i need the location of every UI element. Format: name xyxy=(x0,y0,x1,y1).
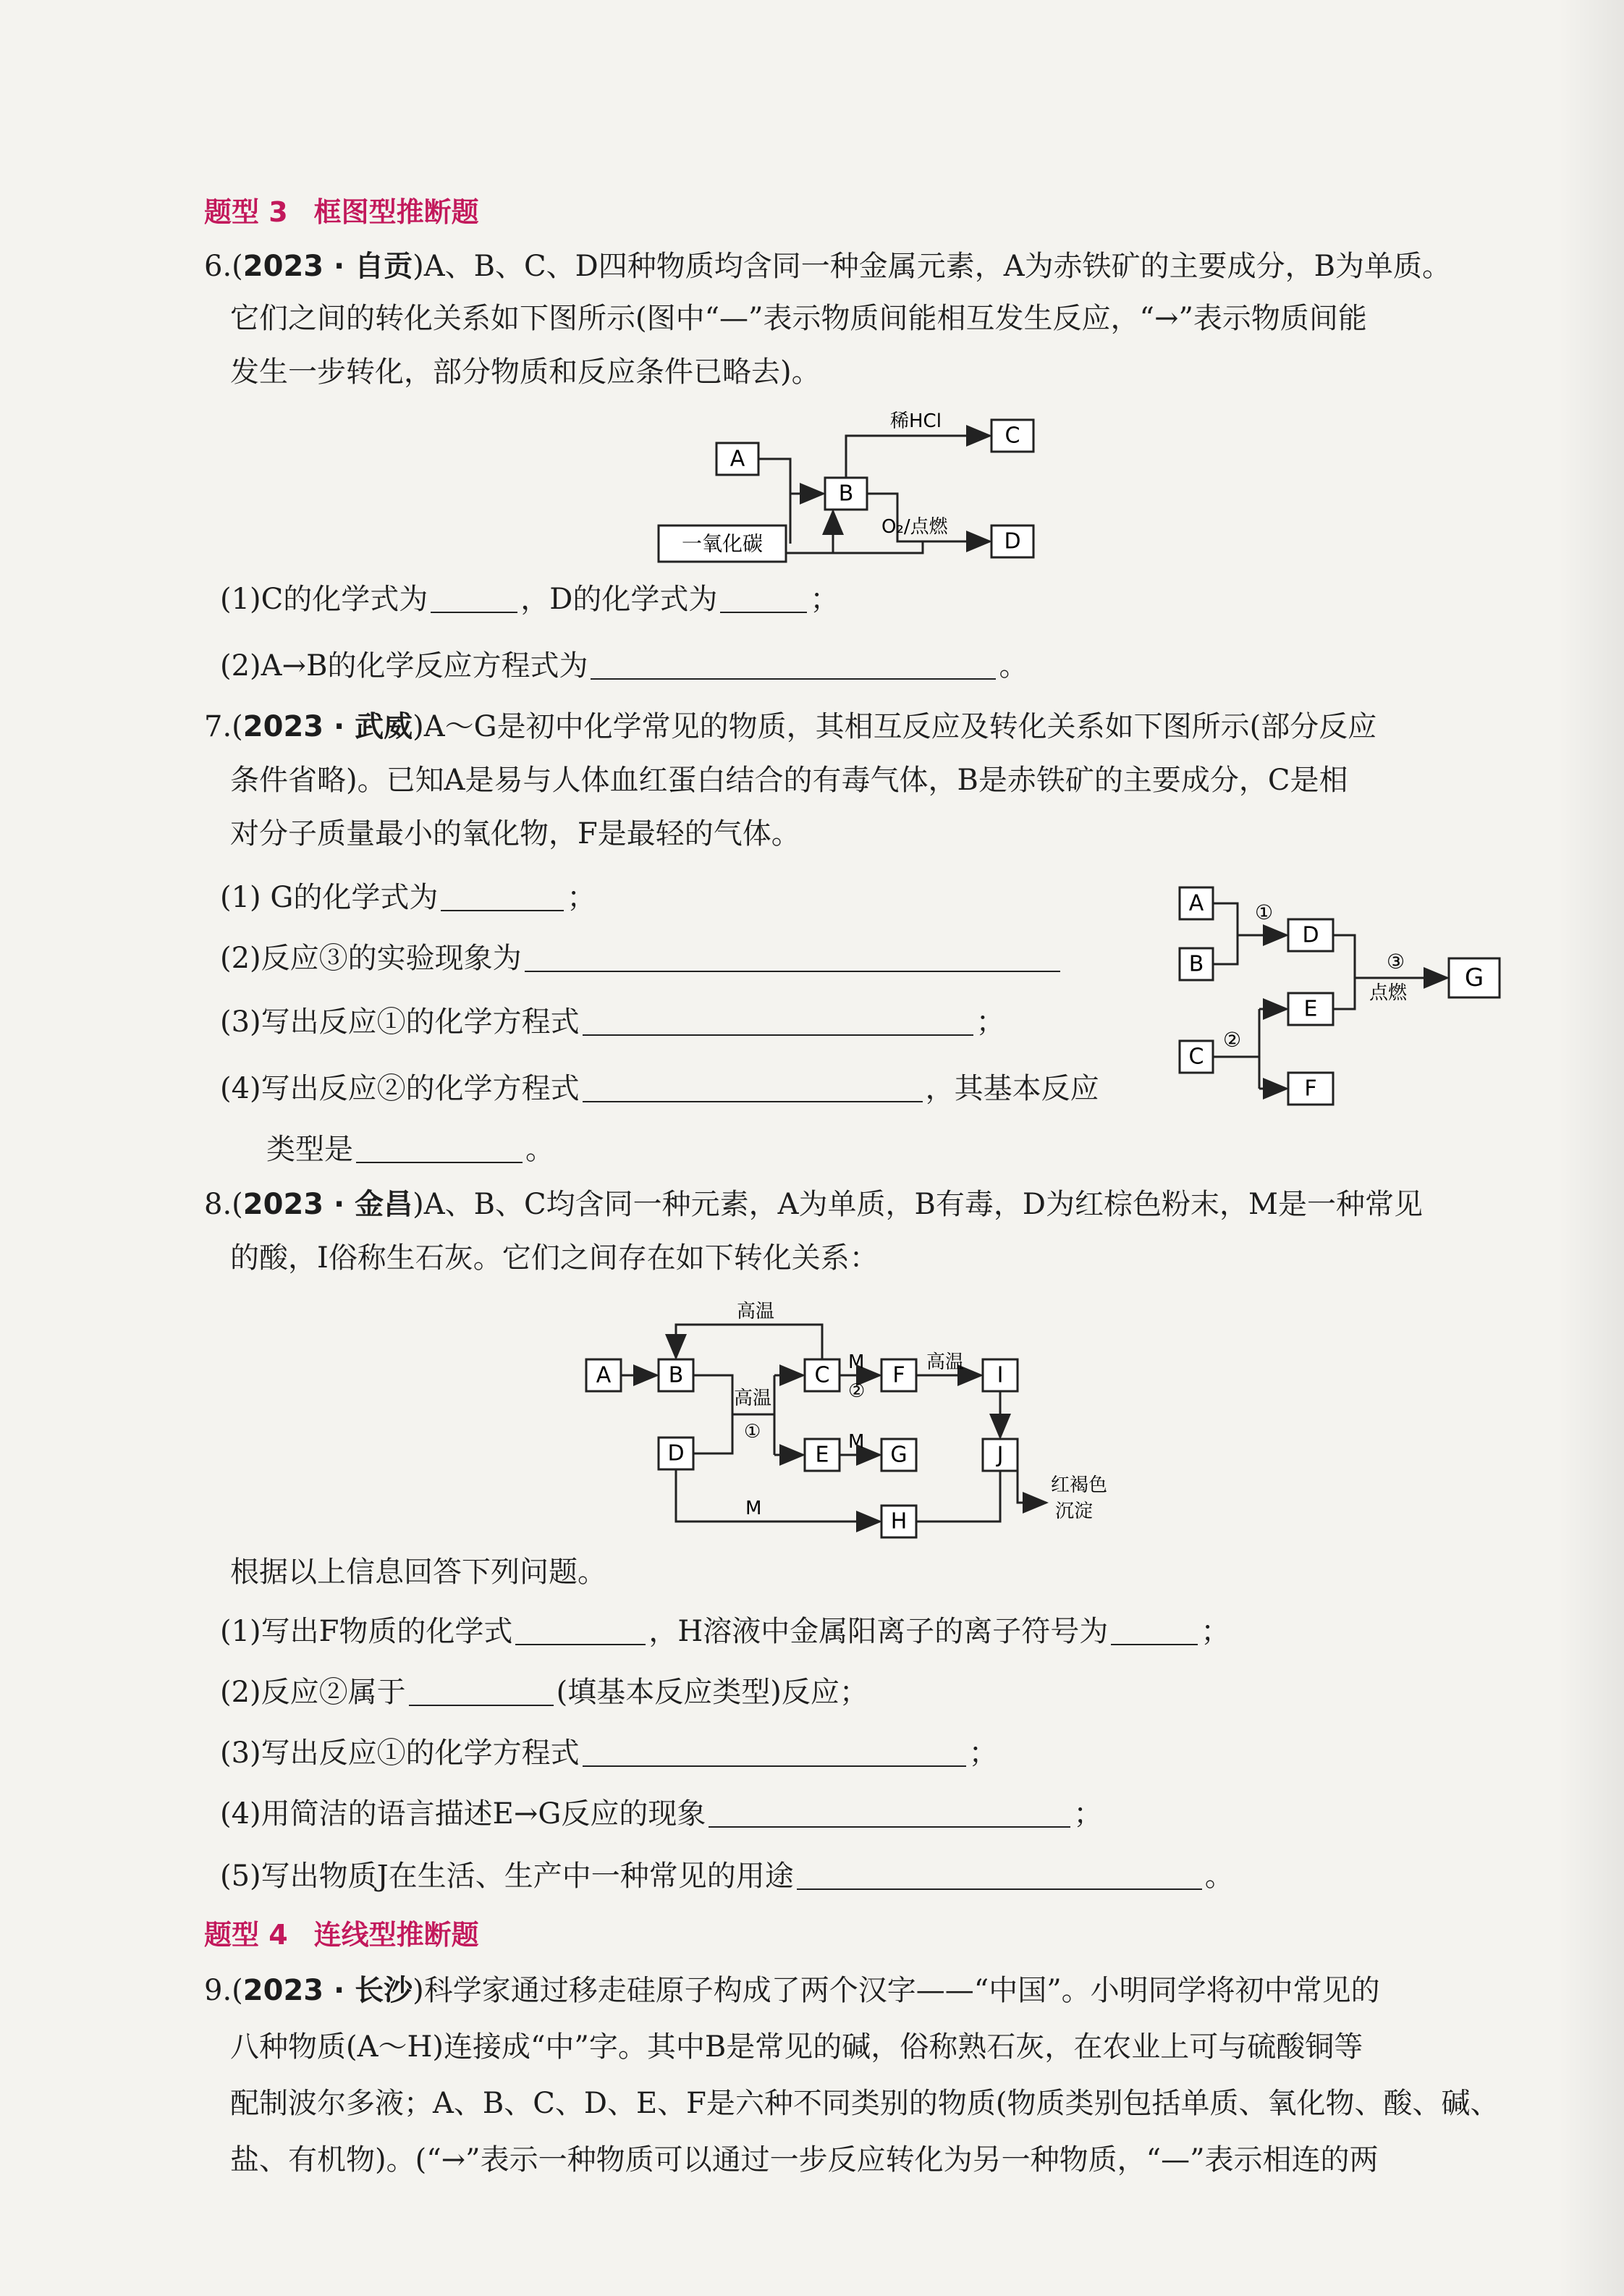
q8-red-brown-2: 沉淀 xyxy=(1055,1501,1094,1522)
section-3-header xyxy=(204,190,479,229)
q8-part-3-b: ； xyxy=(968,1736,998,1770)
q8-part-1 xyxy=(220,1611,1230,1652)
q6-source: 2023 · 自贡 xyxy=(242,250,413,283)
q9-number: 9.( xyxy=(204,1974,243,2007)
q6-part-1-b: ，D的化学式为 xyxy=(520,583,718,616)
q7-cond-ignite: 点燃 xyxy=(1369,982,1408,1004)
q8-link-b-d xyxy=(693,1375,732,1453)
q8-label-d: D xyxy=(667,1440,685,1466)
q8-label-e: E xyxy=(815,1442,829,1468)
q7-label-g: G xyxy=(1464,963,1484,992)
q7-source: 2023 · 武威 xyxy=(242,710,413,743)
q6-label-b: B xyxy=(838,481,854,507)
q7-part-2-a: (2)反应③的实验现象为 xyxy=(220,942,522,975)
q7-reaction-1: ① xyxy=(1255,900,1274,924)
q6-line-2: 它们之间的转化关系如下图所示(图中“—”表示物质间能相互发生反应，“→”表示物质间能 xyxy=(230,302,1367,335)
q8-label-c: C xyxy=(814,1362,830,1388)
q8-reaction-1: ① xyxy=(744,1421,761,1443)
q6-part-1-a: (1)C的化学式为 xyxy=(220,583,428,616)
q7-part-3-a: (3)写出反应①的化学方程式 xyxy=(220,1005,580,1039)
section-4-title: 连线型推断题 xyxy=(313,1919,479,1951)
q8-part-2-a: (2)反应②属于 xyxy=(220,1676,406,1709)
q7-part-4-d: 。 xyxy=(525,1133,554,1166)
q8-source: 2023 · 金昌 xyxy=(242,1188,413,1221)
q8-blank-phenomenon[interactable] xyxy=(709,1797,1070,1828)
q7-part-4-c: 类型是 xyxy=(266,1133,353,1166)
q8-arrow-c-b-top xyxy=(676,1325,822,1359)
q8-label-h: H xyxy=(890,1508,908,1535)
q8-blank-equation[interactable] xyxy=(583,1736,966,1767)
q7-part-4-a: (4)写出反应②的化学方程式 xyxy=(220,1072,580,1105)
q6-number: 6.( xyxy=(204,250,243,283)
q8-part-2 xyxy=(220,1672,868,1713)
q7-part-3-b: ； xyxy=(976,1005,1005,1039)
q6-label-a: A xyxy=(729,446,745,472)
q6-label-d: D xyxy=(1004,528,1021,554)
q9-source: 2023 · 长沙 xyxy=(242,1974,413,2007)
q7-part-1-b: ； xyxy=(567,881,596,914)
q7-part-1-a: (1) G的化学式为 xyxy=(220,881,439,914)
q8-arrow-d-h xyxy=(676,1469,880,1521)
q8-part-3 xyxy=(220,1733,998,1773)
q6-line-1 xyxy=(204,246,1451,287)
q6-part-1-c: ； xyxy=(810,583,840,616)
q6-text-1: )A、B、C、D四种物质均含同一种金属元素，A为赤铁矿的主要成分，B为单质。 xyxy=(413,250,1451,283)
q6-arrow-b-c xyxy=(846,436,990,478)
page-edge-shadow xyxy=(1559,0,1624,2296)
q7-label-b: B xyxy=(1188,951,1204,977)
q7-part-4-b: ，其基本反应 xyxy=(925,1072,1099,1105)
q8-cond-m-3: M xyxy=(745,1498,762,1519)
q6-blank-c-formula[interactable] xyxy=(431,583,517,613)
q7-label-c: C xyxy=(1188,1044,1204,1070)
q7-line-3: 对分子质量最小的氧化物，F是最轻的气体。 xyxy=(230,817,800,851)
section-3-label: 题型 3 xyxy=(204,196,288,228)
q7-part-2 xyxy=(220,938,1063,979)
q7-line-2: 条件省略)。已知A是易与人体血红蛋白结合的有毒气体，B是赤铁矿的主要成分，C是相 xyxy=(230,764,1348,797)
q8-diagram xyxy=(572,1296,1165,1549)
q6-cond-o2: O₂/点燃 xyxy=(881,516,948,538)
q7-reaction-3: ③ xyxy=(1387,950,1405,974)
q7-part-4-cont xyxy=(266,1129,554,1170)
q8-part-2-b: (填基本反应类型)反应； xyxy=(556,1676,868,1709)
q9-line-2: 八种物质(A～H)连接成“中”字。其中B是常见的碱，俗称熟石灰，在农业上可与硫酸铜等 xyxy=(230,2030,1363,2064)
q8-part-1-a: (1)写出F物质的化学式 xyxy=(220,1615,513,1648)
q8-part-4 xyxy=(220,1794,1102,1834)
q6-part-1 xyxy=(220,579,839,620)
q8-cond-high-temp-2: 高温 xyxy=(734,1388,772,1409)
q7-label-a: A xyxy=(1188,890,1204,916)
q7-part-4 xyxy=(220,1068,1099,1109)
section-4-header xyxy=(204,1912,479,1952)
q6-cond-hcl: 稀HCl xyxy=(890,410,942,432)
q8-label-f: F xyxy=(892,1362,905,1388)
q7-line-1 xyxy=(204,706,1376,747)
q8-part-1-b: ，H溶液中金属阳离子的离子符号为 xyxy=(648,1615,1109,1648)
q6-label-co: 一氧化碳 xyxy=(681,531,764,556)
q6-line-3: 发生一步转化，部分物质和反应条件已略去)。 xyxy=(230,355,821,389)
q8-blank-ion[interactable] xyxy=(1111,1615,1198,1645)
q8-label-a: A xyxy=(596,1362,612,1388)
q8-line-1 xyxy=(204,1184,1423,1225)
q6-part-2-a: (2)A→B的化学反应方程式为 xyxy=(220,649,588,683)
q9-line-3: 配制波尔多液；A、B、C、D、E、F是六种不同类别的物质(物质类别包括单质、氧化物、酸、碱、 xyxy=(230,2087,1500,2120)
q6-link-co-d xyxy=(786,541,923,553)
q6-part-2-b: 。 xyxy=(999,649,1028,683)
q8-line-2: 的酸，I俗称生石灰。它们之间存在如下转化关系： xyxy=(230,1241,879,1275)
q8-blank-f-formula[interactable] xyxy=(515,1615,646,1645)
q8-label-j: J xyxy=(997,1442,1004,1468)
q8-part-4-a: (4)用简洁的语言描述E→G反应的现象 xyxy=(220,1797,706,1831)
q8-intro: 根据以上信息回答下列问题。 xyxy=(230,1556,606,1589)
q6-diagram xyxy=(637,405,1086,579)
q6-blank-d-formula[interactable] xyxy=(720,583,807,613)
q7-part-3 xyxy=(220,1002,1005,1042)
q6-label-c: C xyxy=(1005,423,1020,449)
q8-cond-high-temp-1: 高温 xyxy=(737,1301,775,1322)
q7-blank-reaction-type[interactable] xyxy=(356,1133,523,1163)
q8-label-g: G xyxy=(890,1442,908,1468)
q8-part-4-b: ； xyxy=(1073,1797,1103,1831)
q8-reaction-2: ② xyxy=(848,1380,866,1402)
q8-label-b: B xyxy=(668,1362,684,1388)
q7-text-1: )A～G是初中化学常见的物质，其相互反应及转化关系如下图所示(部分反应 xyxy=(413,710,1377,743)
q7-blank-phenomenon[interactable] xyxy=(525,942,1060,972)
q7-reaction-2: ② xyxy=(1223,1028,1242,1052)
q9-line-4: 盐、有机物)。(“→”表示一种物质可以通过一步反应转化为另一种物质，“—”表示相连的两 xyxy=(230,2143,1379,2177)
q7-blank-equation-2[interactable] xyxy=(583,1072,923,1102)
q8-blank-reaction-type[interactable] xyxy=(409,1676,554,1706)
q8-cond-m-1: M xyxy=(848,1351,865,1373)
q8-part-5-a: (5)写出物质J在生活、生产中一种常见的用途 xyxy=(220,1860,794,1893)
q8-part-5 xyxy=(220,1856,1234,1896)
q8-text-1: )A、B、C均含同一种元素，A为单质，B有毒，D为红棕色粉末，M是一种常见 xyxy=(413,1188,1423,1221)
q7-label-e: E xyxy=(1303,996,1318,1022)
q8-number: 8.( xyxy=(204,1188,243,1221)
q8-cond-high-temp-3: 高温 xyxy=(926,1351,965,1373)
q7-number: 7.( xyxy=(204,710,243,743)
q6-part-2 xyxy=(220,646,1028,686)
q8-part-3-a: (3)写出反应①的化学方程式 xyxy=(220,1736,580,1770)
q7-part-1 xyxy=(220,877,596,918)
q7-blank-equation-1[interactable] xyxy=(583,1005,973,1036)
q8-part-5-b: 。 xyxy=(1204,1860,1234,1893)
q8-arrow-j-precipitate xyxy=(1018,1455,1046,1503)
q7-link-d-e xyxy=(1333,935,1355,1009)
q9-line-1 xyxy=(204,1970,1380,2011)
section-4-label: 题型 4 xyxy=(204,1919,288,1951)
q6-blank-equation[interactable] xyxy=(591,649,996,680)
q8-link-h-j xyxy=(916,1471,1000,1521)
q7-label-f: F xyxy=(1304,1076,1317,1102)
q7-diagram xyxy=(1165,876,1520,1122)
q7-label-d: D xyxy=(1302,922,1319,948)
section-3-title: 框图型推断题 xyxy=(313,196,479,228)
q8-part-1-c: ； xyxy=(1201,1615,1230,1648)
q8-cond-m-2: M xyxy=(848,1431,865,1453)
q7-link-a-b xyxy=(1213,903,1238,964)
q7-blank-g-formula[interactable] xyxy=(441,881,564,911)
q8-label-i: I xyxy=(997,1362,1004,1388)
q8-red-brown-1: 红褐色 xyxy=(1051,1474,1108,1496)
q8-blank-use[interactable] xyxy=(797,1860,1202,1890)
q9-text-1: )科学家通过移走硅原子构成了两个汉字——“中国”。小明同学将初中常见的 xyxy=(413,1974,1380,2007)
